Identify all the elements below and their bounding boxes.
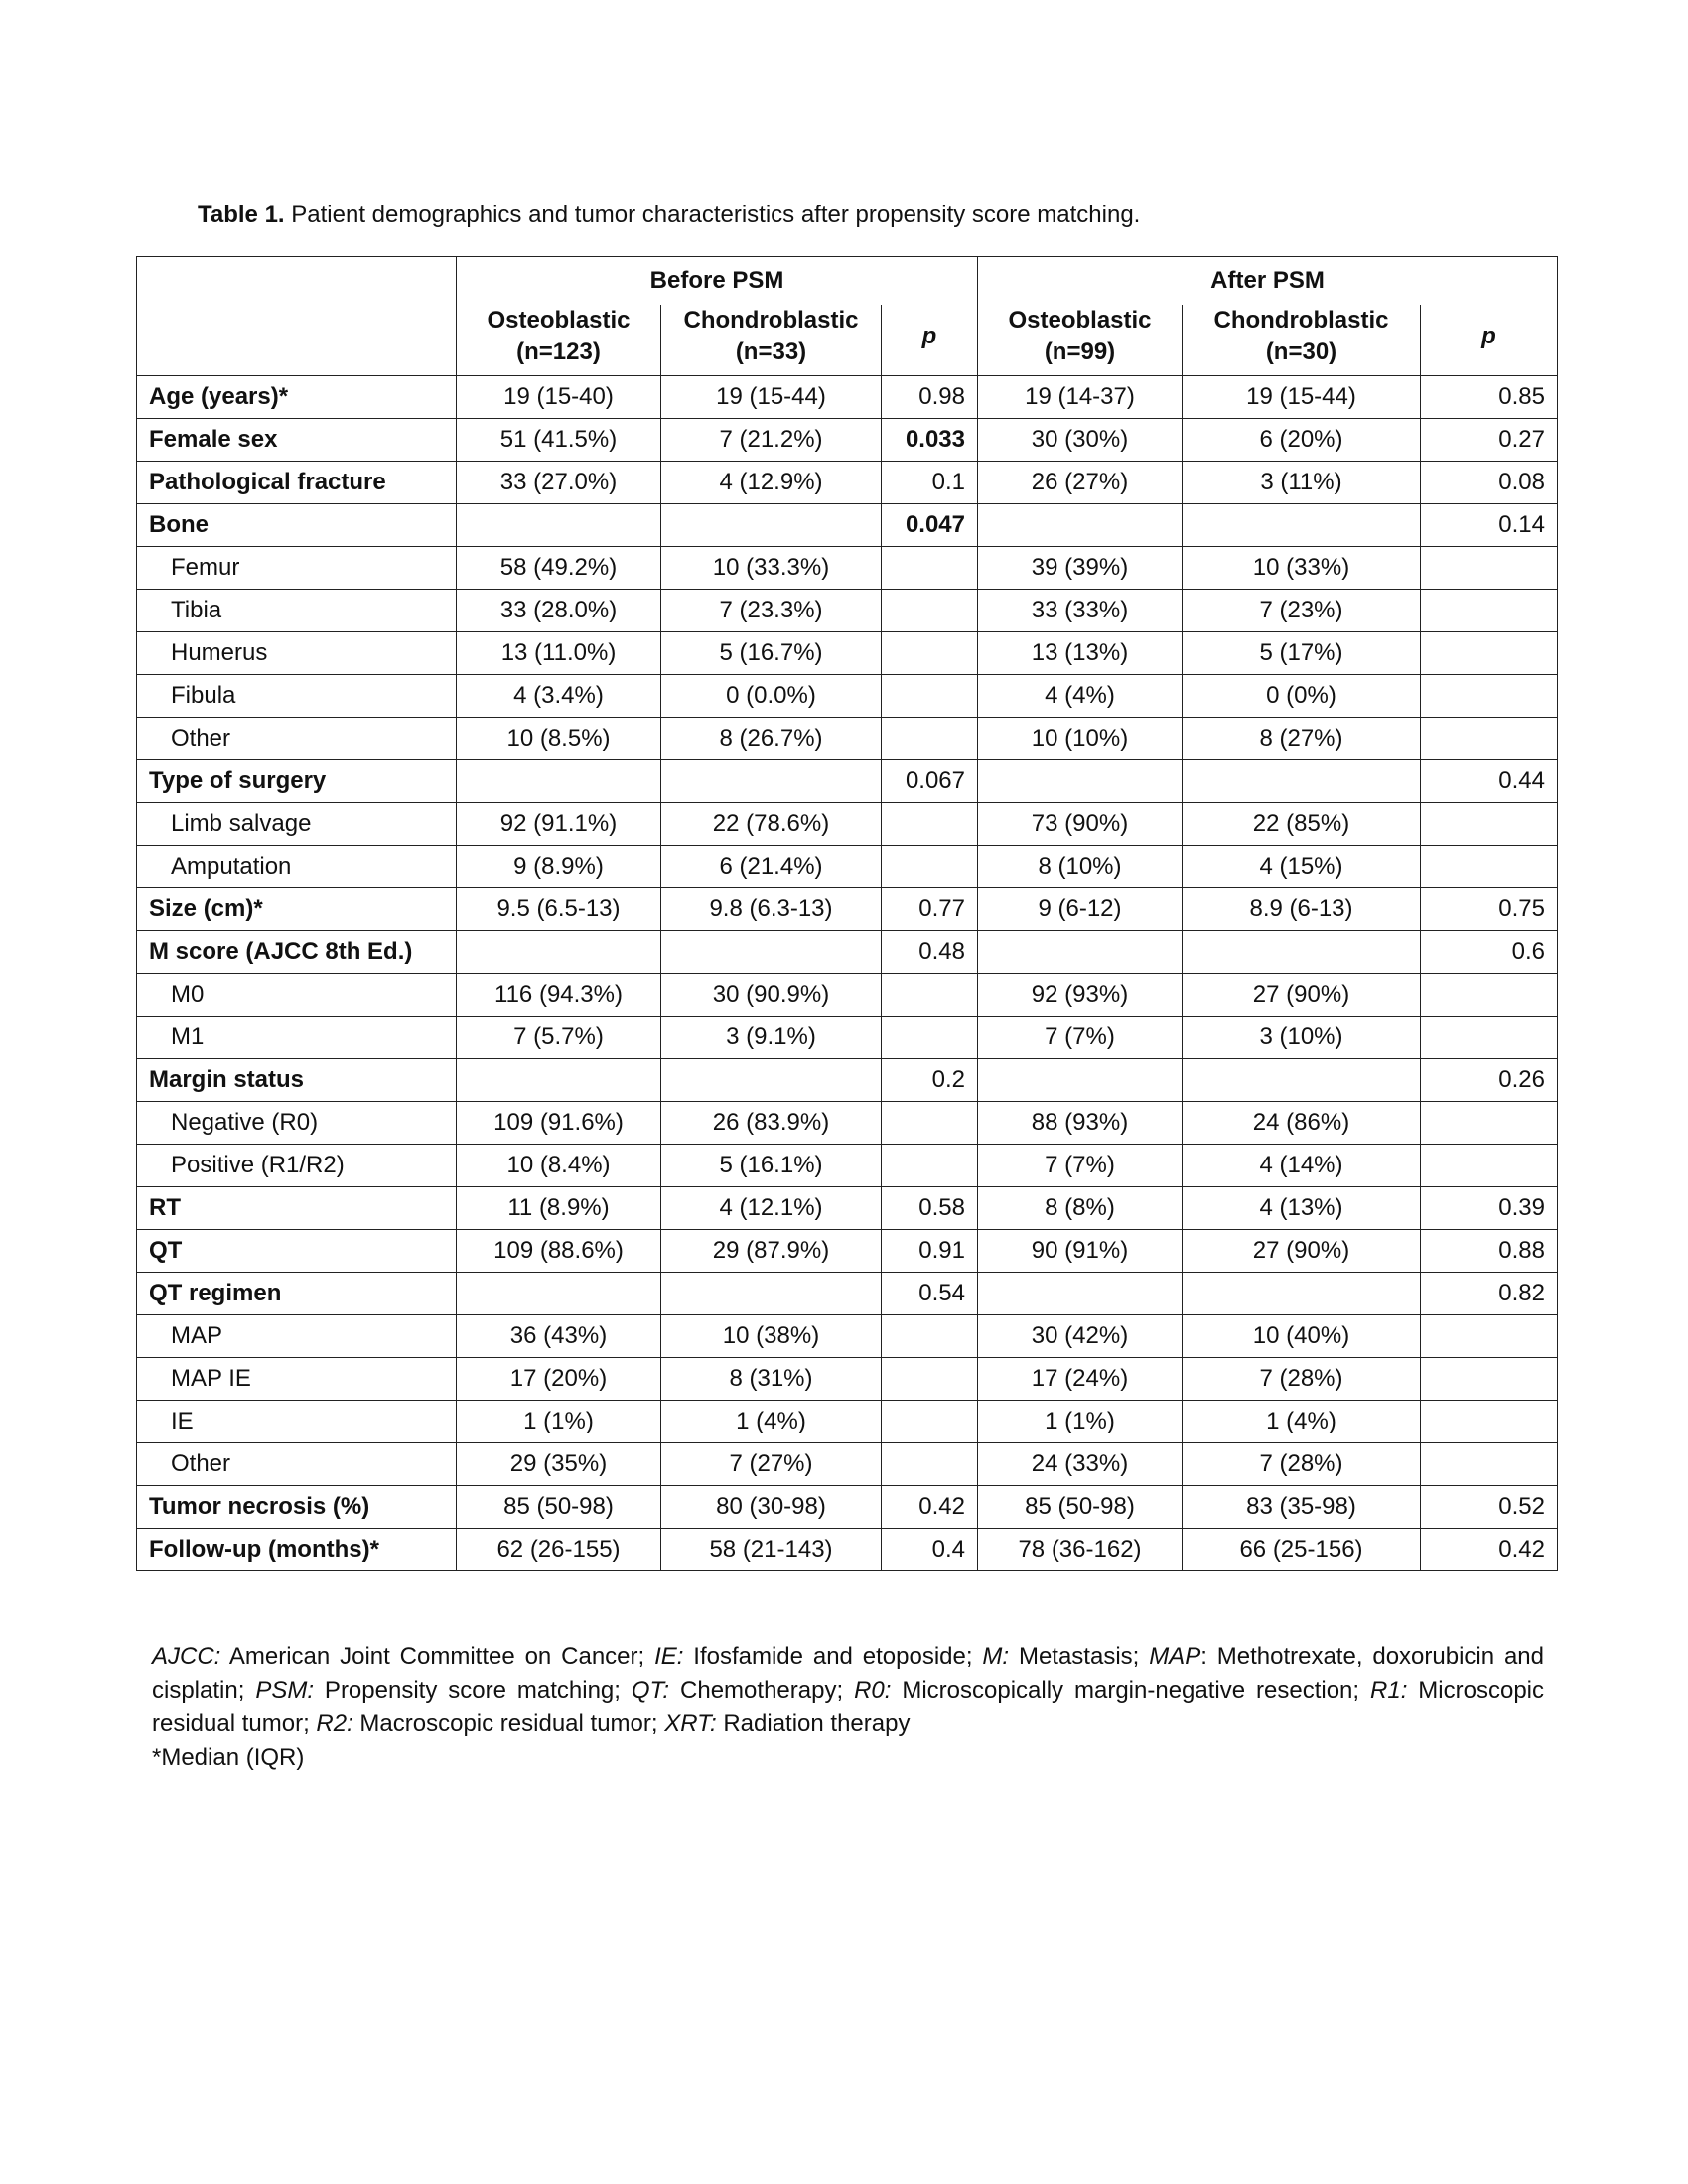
row-label: Bone: [137, 504, 457, 547]
after-chondro-cell: [1183, 504, 1421, 547]
after-chondro-cell: 27 (90%): [1183, 974, 1421, 1017]
after-chondro-cell: 3 (11%): [1183, 462, 1421, 504]
before-chondro-cell: 3 (9.1%): [661, 1017, 882, 1059]
abbreviation-definition: Ifosfamide and etoposide;: [683, 1643, 983, 1670]
row-label: Pathological fracture: [137, 462, 457, 504]
after-p-cell: [1421, 974, 1558, 1017]
table-row: [137, 462, 1558, 504]
before-osteo-cell: [457, 504, 661, 547]
after-osteo-cell: [978, 931, 1183, 974]
row-label: M1: [137, 1017, 457, 1059]
before-p-cell: [882, 1145, 978, 1187]
after-chondro-cell: 7 (23%): [1183, 590, 1421, 632]
header-chondro-label: Chondroblastic: [683, 307, 859, 335]
header-after-psm: After PSM: [978, 257, 1558, 305]
before-osteo-cell: [457, 1273, 661, 1315]
after-osteo-cell: 8 (8%): [978, 1187, 1183, 1230]
table-caption-label: Table 1.: [198, 202, 285, 228]
before-p-cell: 0.033: [882, 419, 978, 462]
before-p-cell: [882, 590, 978, 632]
after-p-cell: [1421, 675, 1558, 718]
after-chondro-cell: 22 (85%): [1183, 803, 1421, 846]
after-p-cell: [1421, 547, 1558, 590]
row-label: Humerus: [137, 632, 457, 675]
table-row: [137, 504, 1558, 547]
before-chondro-cell: [661, 1059, 882, 1102]
table-row: [137, 846, 1558, 888]
before-chondro-cell: 7 (23.3%): [661, 590, 882, 632]
abbreviation-definition: Microscopically margin-negative resection;: [891, 1677, 1371, 1704]
after-chondro-cell: 10 (40%): [1183, 1315, 1421, 1358]
before-chondro-cell: 26 (83.9%): [661, 1102, 882, 1145]
table-row: [137, 718, 1558, 760]
after-p-cell: 0.26: [1421, 1059, 1558, 1102]
header-after-osteo: [978, 305, 1183, 376]
table-row: [137, 675, 1558, 718]
row-label: M score (AJCC 8th Ed.): [137, 931, 457, 974]
table-row: [137, 1187, 1558, 1230]
table-row: [137, 547, 1558, 590]
before-osteo-cell: 19 (15-40): [457, 376, 661, 419]
before-p-cell: [882, 846, 978, 888]
before-chondro-cell: 10 (33.3%): [661, 547, 882, 590]
abbreviation-term: R1:: [1370, 1677, 1408, 1704]
after-p-cell: 0.52: [1421, 1486, 1558, 1529]
after-p-cell: [1421, 1401, 1558, 1443]
before-p-cell: [882, 803, 978, 846]
table-row: [137, 1486, 1558, 1529]
after-osteo-cell: [978, 1273, 1183, 1315]
after-chondro-cell: [1183, 1059, 1421, 1102]
after-osteo-cell: 10 (10%): [978, 718, 1183, 760]
before-p-cell: 0.91: [882, 1230, 978, 1273]
before-osteo-cell: 17 (20%): [457, 1358, 661, 1401]
after-p-cell: [1421, 632, 1558, 675]
table-row: [137, 931, 1558, 974]
after-chondro-cell: 6 (20%): [1183, 419, 1421, 462]
before-p-cell: [882, 1401, 978, 1443]
row-label: MAP: [137, 1315, 457, 1358]
before-osteo-cell: 116 (94.3%): [457, 974, 661, 1017]
abbreviation-definition: Microscopic residual tumor;: [152, 1677, 1545, 1737]
before-osteo-cell: 92 (91.1%): [457, 803, 661, 846]
after-osteo-cell: 39 (39%): [978, 547, 1183, 590]
after-chondro-cell: 4 (13%): [1183, 1187, 1421, 1230]
before-p-cell: [882, 718, 978, 760]
abbreviation-term: R0:: [854, 1677, 892, 1704]
before-chondro-cell: [661, 931, 882, 974]
after-p-cell: 0.08: [1421, 462, 1558, 504]
after-osteo-cell: 19 (14-37): [978, 376, 1183, 419]
after-osteo-cell: 78 (36-162): [978, 1529, 1183, 1571]
before-osteo-cell: 10 (8.5%): [457, 718, 661, 760]
after-chondro-cell: 83 (35-98): [1183, 1486, 1421, 1529]
after-osteo-cell: [978, 760, 1183, 803]
after-osteo-cell: 90 (91%): [978, 1230, 1183, 1273]
before-osteo-cell: 9 (8.9%): [457, 846, 661, 888]
before-chondro-cell: 6 (21.4%): [661, 846, 882, 888]
after-p-cell: [1421, 590, 1558, 632]
after-chondro-cell: 66 (25-156): [1183, 1529, 1421, 1571]
before-p-cell: 0.77: [882, 888, 978, 931]
after-osteo-cell: 13 (13%): [978, 632, 1183, 675]
after-osteo-cell: 4 (4%): [978, 675, 1183, 718]
abbreviation-definition: Propensity score matching;: [314, 1677, 632, 1704]
median-note: *Median (IQR): [152, 1744, 305, 1771]
before-chondro-cell: 30 (90.9%): [661, 974, 882, 1017]
before-osteo-cell: [457, 1059, 661, 1102]
before-p-cell: 0.54: [882, 1273, 978, 1315]
before-p-cell: 0.047: [882, 504, 978, 547]
row-label: Tumor necrosis (%): [137, 1486, 457, 1529]
header-before-osteo-n: (n=123): [516, 339, 601, 366]
row-label: Femur: [137, 547, 457, 590]
row-label: Fibula: [137, 675, 457, 718]
after-p-cell: [1421, 1102, 1558, 1145]
after-chondro-cell: 27 (90%): [1183, 1230, 1421, 1273]
row-label: QT: [137, 1230, 457, 1273]
after-chondro-cell: 4 (14%): [1183, 1145, 1421, 1187]
before-chondro-cell: 8 (31%): [661, 1358, 882, 1401]
row-label: Type of surgery: [137, 760, 457, 803]
header-after-p: p: [1421, 305, 1558, 376]
after-p-cell: 0.88: [1421, 1230, 1558, 1273]
after-osteo-cell: 33 (33%): [978, 590, 1183, 632]
header-group-row: [137, 257, 1558, 305]
before-p-cell: 0.067: [882, 760, 978, 803]
abbreviation-term: AJCC:: [152, 1643, 221, 1670]
after-chondro-cell: 8.9 (6-13): [1183, 888, 1421, 931]
before-osteo-cell: 51 (41.5%): [457, 419, 661, 462]
table-row: [137, 1443, 1558, 1486]
row-label: Margin status: [137, 1059, 457, 1102]
results-table: [136, 256, 1558, 1571]
before-osteo-cell: [457, 931, 661, 974]
after-osteo-cell: 7 (7%): [978, 1145, 1183, 1187]
row-label: Follow-up (months)*: [137, 1529, 457, 1571]
abbreviation-term: M:: [982, 1643, 1010, 1670]
abbreviation-term: QT:: [631, 1677, 670, 1704]
before-chondro-cell: 0 (0.0%): [661, 675, 882, 718]
table-row: [137, 1145, 1558, 1187]
after-osteo-cell: 92 (93%): [978, 974, 1183, 1017]
before-p-cell: 0.58: [882, 1187, 978, 1230]
after-p-cell: [1421, 1443, 1558, 1486]
table-caption-text: Patient demographics and tumor characteristics after propensity score matching.: [284, 202, 1141, 228]
before-chondro-cell: 58 (21-143): [661, 1529, 882, 1571]
after-p-cell: [1421, 1358, 1558, 1401]
after-p-cell: 0.85: [1421, 376, 1558, 419]
after-chondro-cell: 10 (33%): [1183, 547, 1421, 590]
before-p-cell: 0.1: [882, 462, 978, 504]
before-chondro-cell: 29 (87.9%): [661, 1230, 882, 1273]
abbreviation-term: PSM:: [255, 1677, 314, 1704]
before-chondro-cell: 80 (30-98): [661, 1486, 882, 1529]
after-chondro-cell: 7 (28%): [1183, 1443, 1421, 1486]
before-chondro-cell: 10 (38%): [661, 1315, 882, 1358]
header-osteo-label: Osteoblastic: [487, 307, 631, 335]
header-chondro-label: Chondroblastic: [1213, 307, 1389, 335]
after-p-cell: 0.44: [1421, 760, 1558, 803]
header-after-osteo-n: (n=99): [1044, 339, 1116, 366]
header-after-chondro: [1183, 305, 1421, 376]
after-p-cell: 0.14: [1421, 504, 1558, 547]
before-chondro-cell: 7 (27%): [661, 1443, 882, 1486]
table-row: [137, 1401, 1558, 1443]
before-osteo-cell: 11 (8.9%): [457, 1187, 661, 1230]
row-label: RT: [137, 1187, 457, 1230]
before-chondro-cell: [661, 760, 882, 803]
before-p-cell: [882, 974, 978, 1017]
after-osteo-cell: 17 (24%): [978, 1358, 1183, 1401]
before-osteo-cell: 62 (26-155): [457, 1529, 661, 1571]
table-body: [137, 376, 1558, 1571]
before-p-cell: [882, 547, 978, 590]
header-before-p: p: [882, 305, 978, 376]
after-osteo-cell: 7 (7%): [978, 1017, 1183, 1059]
row-label: Other: [137, 718, 457, 760]
after-chondro-cell: 4 (15%): [1183, 846, 1421, 888]
after-osteo-cell: 8 (10%): [978, 846, 1183, 888]
table-row: [137, 590, 1558, 632]
before-osteo-cell: 109 (88.6%): [457, 1230, 661, 1273]
abbreviation-definition: Metastasis;: [1009, 1643, 1150, 1670]
abbreviation-definition: Macroscopic residual tumor;: [352, 1710, 665, 1737]
before-p-cell: 0.98: [882, 376, 978, 419]
row-label: M0: [137, 974, 457, 1017]
after-chondro-cell: 24 (86%): [1183, 1102, 1421, 1145]
before-osteo-cell: 9.5 (6.5-13): [457, 888, 661, 931]
abbreviation-term: MAP: [1149, 1643, 1201, 1670]
before-osteo-cell: 4 (3.4%): [457, 675, 661, 718]
table-row: [137, 632, 1558, 675]
row-label: Other: [137, 1443, 457, 1486]
header-after-chondro-n: (n=30): [1265, 339, 1337, 366]
before-osteo-cell: 10 (8.4%): [457, 1145, 661, 1187]
before-chondro-cell: 19 (15-44): [661, 376, 882, 419]
row-label: Limb salvage: [137, 803, 457, 846]
table-row: [137, 888, 1558, 931]
before-osteo-cell: 109 (91.6%): [457, 1102, 661, 1145]
abbreviation-definition: American Joint Committee on Cancer;: [220, 1643, 655, 1670]
after-osteo-cell: 73 (90%): [978, 803, 1183, 846]
before-osteo-cell: 13 (11.0%): [457, 632, 661, 675]
after-chondro-cell: 3 (10%): [1183, 1017, 1421, 1059]
table-row: [137, 1315, 1558, 1358]
abbreviation-term: XRT:: [664, 1710, 717, 1737]
after-osteo-cell: 9 (6-12): [978, 888, 1183, 931]
table-row: [137, 1102, 1558, 1145]
after-osteo-cell: [978, 504, 1183, 547]
before-osteo-cell: 29 (35%): [457, 1443, 661, 1486]
before-osteo-cell: 33 (27.0%): [457, 462, 661, 504]
row-label: Tibia: [137, 590, 457, 632]
header-before-chondro-n: (n=33): [735, 339, 807, 366]
after-p-cell: [1421, 1145, 1558, 1187]
before-p-cell: [882, 1443, 978, 1486]
abbreviation-definition: Radiation therapy: [716, 1710, 911, 1737]
abbreviation-definition: Chemotherapy;: [669, 1677, 855, 1704]
header-osteo-label: Osteoblastic: [1008, 307, 1152, 335]
before-chondro-cell: 4 (12.1%): [661, 1187, 882, 1230]
before-p-cell: [882, 1017, 978, 1059]
before-p-cell: [882, 1315, 978, 1358]
after-chondro-cell: 1 (4%): [1183, 1401, 1421, 1443]
before-chondro-cell: 1 (4%): [661, 1401, 882, 1443]
row-label: Age (years)*: [137, 376, 457, 419]
table-row: [137, 419, 1558, 462]
after-p-cell: 0.75: [1421, 888, 1558, 931]
before-chondro-cell: [661, 504, 882, 547]
row-label: Amputation: [137, 846, 457, 888]
before-osteo-cell: [457, 760, 661, 803]
before-chondro-cell: 5 (16.1%): [661, 1145, 882, 1187]
after-osteo-cell: 30 (30%): [978, 419, 1183, 462]
after-p-cell: 0.39: [1421, 1187, 1558, 1230]
before-p-cell: [882, 1358, 978, 1401]
after-p-cell: [1421, 803, 1558, 846]
before-p-cell: [882, 1102, 978, 1145]
table-row: [137, 1529, 1558, 1571]
row-label: MAP IE: [137, 1358, 457, 1401]
before-osteo-cell: 36 (43%): [457, 1315, 661, 1358]
header-before-psm: Before PSM: [457, 257, 978, 305]
abbreviation-notes: [152, 1640, 1544, 1741]
before-p-cell: 0.4: [882, 1529, 978, 1571]
after-p-cell: 0.42: [1421, 1529, 1558, 1571]
before-p-cell: 0.42: [882, 1486, 978, 1529]
abbreviation-term: R2:: [316, 1710, 353, 1737]
table-row: [137, 1059, 1558, 1102]
table-row: [137, 1358, 1558, 1401]
after-osteo-cell: 26 (27%): [978, 462, 1183, 504]
after-chondro-cell: [1183, 760, 1421, 803]
row-label: QT regimen: [137, 1273, 457, 1315]
after-chondro-cell: 19 (15-44): [1183, 376, 1421, 419]
table-row: [137, 376, 1558, 419]
after-osteo-cell: 85 (50-98): [978, 1486, 1183, 1529]
row-label: Negative (R0): [137, 1102, 457, 1145]
after-p-cell: [1421, 1315, 1558, 1358]
after-osteo-cell: 30 (42%): [978, 1315, 1183, 1358]
after-osteo-cell: 88 (93%): [978, 1102, 1183, 1145]
header-before-chondro: [661, 305, 882, 376]
before-p-cell: 0.2: [882, 1059, 978, 1102]
after-chondro-cell: 7 (28%): [1183, 1358, 1421, 1401]
after-chondro-cell: [1183, 931, 1421, 974]
before-chondro-cell: 5 (16.7%): [661, 632, 882, 675]
before-chondro-cell: 22 (78.6%): [661, 803, 882, 846]
table-row: [137, 803, 1558, 846]
before-chondro-cell: 7 (21.2%): [661, 419, 882, 462]
before-osteo-cell: 33 (28.0%): [457, 590, 661, 632]
header-before-osteo: [457, 305, 661, 376]
table-row: [137, 1273, 1558, 1315]
before-chondro-cell: [661, 1273, 882, 1315]
after-chondro-cell: 0 (0%): [1183, 675, 1421, 718]
row-label: Female sex: [137, 419, 457, 462]
after-chondro-cell: [1183, 1273, 1421, 1315]
before-osteo-cell: 58 (49.2%): [457, 547, 661, 590]
after-p-cell: [1421, 718, 1558, 760]
before-chondro-cell: 9.8 (6.3-13): [661, 888, 882, 931]
row-label: IE: [137, 1401, 457, 1443]
after-p-cell: [1421, 1017, 1558, 1059]
before-osteo-cell: 1 (1%): [457, 1401, 661, 1443]
before-osteo-cell: 7 (5.7%): [457, 1017, 661, 1059]
table-row: [137, 1230, 1558, 1273]
row-label: Positive (R1/R2): [137, 1145, 457, 1187]
after-p-cell: 0.82: [1421, 1273, 1558, 1315]
before-p-cell: 0.48: [882, 931, 978, 974]
table-caption: [198, 199, 1140, 232]
table-row: [137, 974, 1558, 1017]
before-chondro-cell: 8 (26.7%): [661, 718, 882, 760]
before-osteo-cell: 85 (50-98): [457, 1486, 661, 1529]
after-chondro-cell: 5 (17%): [1183, 632, 1421, 675]
after-chondro-cell: 8 (27%): [1183, 718, 1421, 760]
after-p-cell: 0.27: [1421, 419, 1558, 462]
after-osteo-cell: 1 (1%): [978, 1401, 1183, 1443]
before-p-cell: [882, 632, 978, 675]
abbreviation-term: IE:: [654, 1643, 684, 1670]
header-empty-cell: [137, 257, 457, 376]
row-label: Size (cm)*: [137, 888, 457, 931]
after-p-cell: [1421, 846, 1558, 888]
before-chondro-cell: 4 (12.9%): [661, 462, 882, 504]
after-osteo-cell: 24 (33%): [978, 1443, 1183, 1486]
before-p-cell: [882, 675, 978, 718]
table-row: [137, 1017, 1558, 1059]
table-row: [137, 760, 1558, 803]
after-p-cell: 0.6: [1421, 931, 1558, 974]
abbreviation-definition: : Methotrexate, doxorubicin and cisplatin;: [152, 1643, 1545, 1704]
after-osteo-cell: [978, 1059, 1183, 1102]
